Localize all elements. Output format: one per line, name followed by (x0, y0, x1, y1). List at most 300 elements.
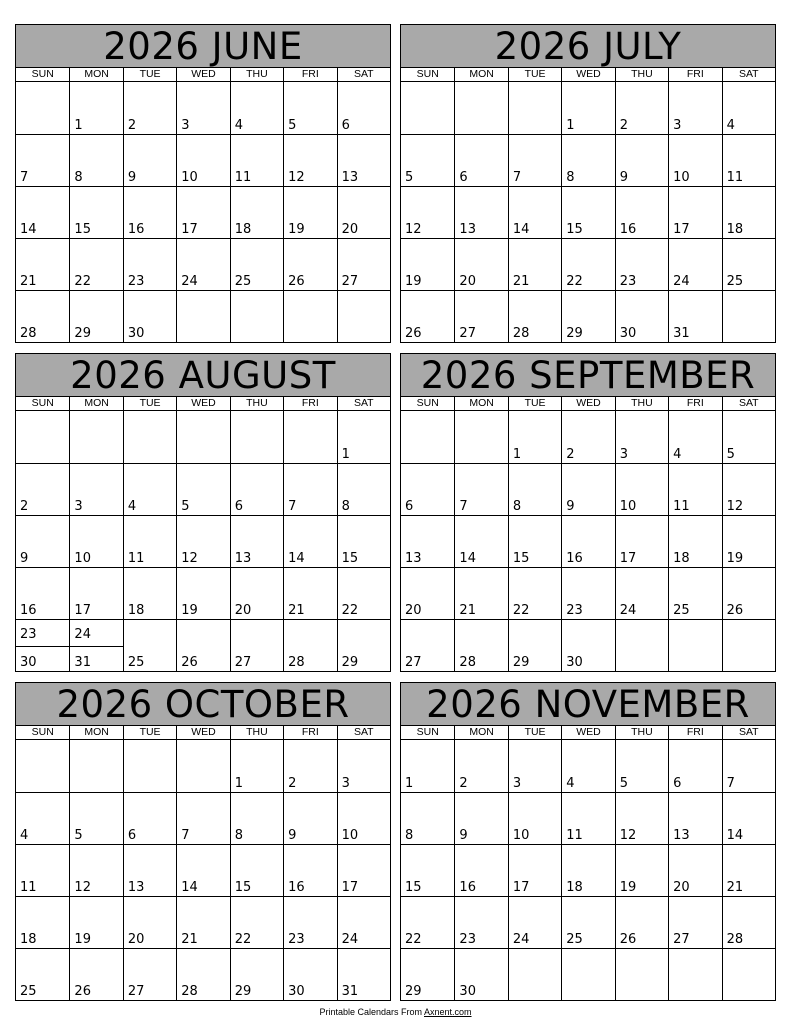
day-cell (337, 948, 390, 1000)
day-number: 16 (288, 880, 305, 895)
day-number: 20 (234, 603, 252, 618)
day-number: 13 (673, 828, 690, 843)
day-number: 28 (459, 655, 476, 670)
weekday-label: TUE (508, 726, 561, 739)
day-cell (561, 134, 614, 186)
day-number: 14 (181, 880, 198, 895)
day-cell (16, 134, 69, 186)
day-number: 9 (619, 170, 628, 185)
day-number: 13 (341, 170, 359, 185)
weekday-label: SAT (722, 726, 775, 739)
month-2026-october (15, 682, 391, 1001)
day-number: 6 (234, 499, 243, 514)
day-cell (69, 463, 122, 515)
day-number: 26 (405, 326, 422, 341)
day-number: 7 (512, 170, 522, 185)
day-number: 27 (673, 932, 690, 947)
day-number: 14 (512, 222, 530, 237)
weekday-label: SUN (416, 68, 439, 80)
footer-link[interactable]: Axnent.com (424, 1007, 472, 1017)
day-cell (508, 186, 561, 238)
empty-day-cell (337, 290, 390, 342)
day-number: 12 (405, 222, 422, 237)
day-cell (230, 792, 283, 844)
day-number: 29 (234, 984, 252, 999)
day-cell (561, 844, 614, 896)
empty-day-cell (401, 82, 454, 134)
day-number: 28 (20, 326, 37, 341)
day-number: 8 (405, 828, 414, 843)
day-number: 21 (512, 274, 530, 289)
day-cell (69, 238, 122, 290)
day-number: 4 (127, 499, 137, 514)
day-cell (16, 515, 69, 567)
day-cell (176, 238, 229, 290)
day-cell (123, 567, 176, 619)
weekday-label: SAT (337, 397, 390, 410)
day-cell (176, 792, 229, 844)
day-cell (454, 844, 507, 896)
day-number: 24 (619, 603, 637, 618)
day-number: 1 (234, 776, 243, 791)
weekday-label: MON (454, 68, 507, 81)
day-cell (69, 567, 122, 619)
day-cell (401, 792, 454, 844)
day-cell (230, 844, 283, 896)
day-cell (401, 740, 454, 792)
day-number: 21 (288, 603, 305, 618)
day-number: 3 (181, 118, 190, 133)
day-cell (123, 619, 176, 671)
day-cell (337, 792, 390, 844)
day-cell (668, 82, 721, 134)
empty-day-cell (176, 290, 229, 342)
day-cell (615, 238, 668, 290)
day-number: 22 (234, 932, 252, 947)
day-number: 3 (341, 776, 350, 791)
day-cell (722, 186, 775, 238)
day-cell (722, 567, 775, 619)
day-cell (508, 515, 561, 567)
empty-day-cell (722, 290, 775, 342)
weekday-label: MON (69, 68, 122, 81)
day-number: 25 (234, 274, 252, 289)
day-cell (615, 463, 668, 515)
day-cell (401, 463, 454, 515)
day-cell (401, 186, 454, 238)
day-number: 3 (512, 776, 522, 791)
day-number: 7 (181, 828, 190, 843)
month-2026-november (400, 682, 776, 1001)
day-cell (283, 896, 336, 948)
day-cell (16, 844, 69, 896)
weekday-header (400, 68, 776, 82)
day-cell (508, 411, 561, 463)
day-number: 14 (288, 551, 305, 566)
day-number: 27 (234, 655, 252, 670)
day-number: 15 (566, 222, 583, 237)
day-number: 20 (127, 932, 145, 947)
weekday-label: SUN (416, 397, 439, 409)
day-cell (561, 290, 614, 342)
day-cell (561, 740, 614, 792)
day-cell (401, 515, 454, 567)
day-cell (337, 896, 390, 948)
day-number: 6 (405, 499, 414, 514)
day-number: 3 (74, 499, 83, 514)
day-number: 28 (288, 655, 305, 670)
month-title: 2026 SEPTEMBER (400, 353, 776, 397)
day-cell (230, 567, 283, 619)
weekday-header (400, 726, 776, 740)
day-cell (230, 896, 283, 948)
day-number: 30 (619, 326, 637, 341)
day-number: 21 (181, 932, 198, 947)
day-number: 5 (619, 776, 628, 791)
day-number: 2 (127, 118, 137, 133)
day-number: 12 (726, 499, 744, 514)
day-number: 1 (512, 447, 522, 462)
weekday-label: THU (230, 726, 283, 739)
day-number: 26 (74, 984, 91, 999)
day-cell (176, 896, 229, 948)
day-number: 23 (459, 932, 476, 947)
weekday-label: SAT (337, 68, 390, 81)
day-cell (454, 948, 507, 1000)
day-number: 28 (181, 984, 198, 999)
day-number: 25 (566, 932, 583, 947)
day-cell (401, 567, 454, 619)
empty-day-cell (283, 290, 336, 342)
day-number: 25 (673, 603, 690, 618)
day-number: 15 (74, 222, 91, 237)
day-number: 15 (234, 880, 252, 895)
day-cell (561, 896, 614, 948)
day-cell (401, 134, 454, 186)
day-number: 19 (726, 551, 744, 566)
day-cell (123, 948, 176, 1000)
day-number: 23 (566, 603, 583, 618)
day-cell (722, 740, 775, 792)
weekday-label: MON (454, 726, 507, 739)
weekday-label: MON (69, 726, 122, 739)
day-cell (176, 567, 229, 619)
day-number: 30 (459, 984, 476, 999)
day-cell (69, 619, 122, 671)
day-cell (230, 740, 283, 792)
day-cell (722, 82, 775, 134)
day-cell (16, 463, 69, 515)
weekday-label: SAT (722, 397, 775, 410)
day-number: 10 (619, 499, 637, 514)
day-cell (69, 515, 122, 567)
day-cell (16, 619, 69, 671)
day-number: 7 (20, 170, 29, 185)
empty-day-cell (123, 740, 176, 792)
day-cell (230, 186, 283, 238)
day-number: 17 (673, 222, 690, 237)
split-divider (16, 646, 69, 647)
weekday-label: SUN (31, 726, 54, 738)
empty-day-cell (176, 740, 229, 792)
day-number: 24 (74, 627, 91, 642)
day-cell (16, 896, 69, 948)
day-cell (722, 463, 775, 515)
day-number: 24 (673, 274, 690, 289)
footer (0, 1007, 791, 1018)
day-cell (454, 896, 507, 948)
day-number: 24 (512, 932, 530, 947)
day-cell (722, 238, 775, 290)
day-number: 17 (74, 603, 91, 618)
day-number: 4 (726, 118, 735, 133)
day-cell (69, 844, 122, 896)
weekday-label: THU (615, 68, 668, 81)
day-cell (722, 515, 775, 567)
day-cell (615, 515, 668, 567)
weekday-label: WED (561, 726, 614, 739)
day-number: 12 (181, 551, 198, 566)
day-number: 7 (459, 499, 468, 514)
day-cell (123, 82, 176, 134)
split-divider (70, 646, 122, 647)
day-cell (615, 290, 668, 342)
day-cell (561, 463, 614, 515)
day-number: 8 (566, 170, 575, 185)
day-cell (123, 134, 176, 186)
day-cell (283, 567, 336, 619)
weekday-label: TUE (123, 68, 176, 81)
day-cell (123, 238, 176, 290)
day-cell (454, 619, 507, 671)
day-cell (401, 844, 454, 896)
empty-day-cell (69, 411, 122, 463)
empty-day-cell (668, 619, 721, 671)
day-number: 9 (566, 499, 575, 514)
day-cell (69, 948, 122, 1000)
day-cell (176, 948, 229, 1000)
day-cell (230, 238, 283, 290)
day-cell (615, 896, 668, 948)
day-cell (508, 463, 561, 515)
day-cell (176, 82, 229, 134)
day-number: 22 (566, 274, 583, 289)
day-cell (668, 290, 721, 342)
weekday-label: SUN (31, 397, 54, 409)
day-number: 12 (619, 828, 637, 843)
day-number: 27 (459, 326, 476, 341)
day-cell (508, 567, 561, 619)
day-number: 31 (341, 984, 359, 999)
day-number: 1 (405, 776, 414, 791)
day-number: 29 (566, 326, 583, 341)
day-cell (337, 186, 390, 238)
day-cell (123, 896, 176, 948)
day-number: 17 (619, 551, 637, 566)
day-number: 13 (405, 551, 422, 566)
day-number: 26 (619, 932, 637, 947)
weekday-label: FRI (283, 726, 336, 739)
day-number: 8 (512, 499, 522, 514)
day-number: 2 (459, 776, 468, 791)
day-cell (668, 463, 721, 515)
day-number: 27 (127, 984, 145, 999)
day-number: 29 (341, 655, 359, 670)
day-number: 12 (74, 880, 91, 895)
weekday-header (15, 68, 391, 82)
day-number: 18 (673, 551, 690, 566)
weekday-label: FRI (668, 397, 721, 410)
footer-text: Printable Calendars From (319, 1007, 424, 1017)
day-number: 7 (726, 776, 735, 791)
day-cell (123, 463, 176, 515)
day-cell (615, 740, 668, 792)
day-grid (400, 82, 776, 343)
day-number: 5 (288, 118, 297, 133)
day-number: 20 (673, 880, 690, 895)
day-number: 2 (566, 447, 575, 462)
day-cell (401, 290, 454, 342)
day-grid (400, 411, 776, 672)
day-number: 16 (127, 222, 145, 237)
day-cell (283, 134, 336, 186)
month-2026-june (15, 24, 391, 343)
weekday-label: WED (561, 68, 614, 81)
day-cell (561, 515, 614, 567)
day-number: 22 (341, 603, 359, 618)
weekday-label: SUN (416, 726, 439, 738)
day-cell (668, 567, 721, 619)
day-number: 21 (726, 880, 744, 895)
day-number: 11 (673, 499, 690, 514)
day-number: 10 (181, 170, 198, 185)
weekday-label: THU (230, 68, 283, 81)
day-cell (337, 411, 390, 463)
day-cell (337, 515, 390, 567)
day-number: 31 (74, 655, 91, 670)
day-number: 6 (459, 170, 468, 185)
day-cell (176, 186, 229, 238)
day-number: 9 (459, 828, 468, 843)
weekday-label: MON (454, 397, 507, 410)
day-number: 15 (512, 551, 530, 566)
day-number: 19 (288, 222, 305, 237)
empty-day-cell (230, 290, 283, 342)
day-cell (401, 619, 454, 671)
day-cell (668, 238, 721, 290)
day-cell (401, 948, 454, 1000)
day-number: 4 (234, 118, 243, 133)
day-number: 26 (288, 274, 305, 289)
day-cell (668, 411, 721, 463)
day-cell (615, 792, 668, 844)
day-cell (123, 515, 176, 567)
day-number: 30 (127, 326, 145, 341)
day-cell (722, 411, 775, 463)
day-cell (615, 567, 668, 619)
day-cell (508, 740, 561, 792)
day-number: 14 (20, 222, 37, 237)
empty-day-cell (16, 82, 69, 134)
day-cell (454, 290, 507, 342)
day-number: 20 (341, 222, 359, 237)
day-grid (15, 740, 391, 1001)
day-number: 22 (512, 603, 530, 618)
day-number: 3 (673, 118, 682, 133)
weekday-label: WED (176, 397, 229, 410)
weekday-label: TUE (508, 68, 561, 81)
day-cell (230, 619, 283, 671)
empty-day-cell (16, 411, 69, 463)
month-2026-august (15, 353, 391, 672)
weekday-label: FRI (283, 397, 336, 410)
day-grid (15, 411, 391, 672)
day-number: 9 (20, 551, 29, 566)
day-number: 11 (127, 551, 145, 566)
day-cell (401, 896, 454, 948)
day-cell (176, 134, 229, 186)
day-number: 16 (459, 880, 476, 895)
day-cell (283, 515, 336, 567)
day-cell (69, 134, 122, 186)
day-number: 20 (459, 274, 476, 289)
empty-day-cell (283, 411, 336, 463)
day-cell (337, 134, 390, 186)
weekday-label: THU (615, 397, 668, 410)
empty-day-cell (668, 948, 721, 1000)
day-number: 11 (234, 170, 252, 185)
weekday-header (15, 397, 391, 411)
day-cell (337, 740, 390, 792)
day-number: 22 (74, 274, 91, 289)
day-number: 18 (566, 880, 583, 895)
day-number: 9 (127, 170, 137, 185)
day-number: 21 (459, 603, 476, 618)
day-number: 15 (405, 880, 422, 895)
day-cell (668, 134, 721, 186)
weekday-label: TUE (123, 726, 176, 739)
day-number: 27 (405, 655, 422, 670)
day-cell (668, 792, 721, 844)
day-cell (668, 896, 721, 948)
empty-day-cell (722, 619, 775, 671)
month-title: 2026 JULY (400, 24, 776, 68)
day-number: 29 (405, 984, 422, 999)
empty-day-cell (176, 411, 229, 463)
day-cell (615, 844, 668, 896)
day-cell (454, 567, 507, 619)
day-number: 7 (288, 499, 297, 514)
day-cell (69, 186, 122, 238)
day-number: 10 (341, 828, 359, 843)
empty-day-cell (508, 82, 561, 134)
day-cell (230, 134, 283, 186)
day-cell (230, 515, 283, 567)
empty-day-cell (401, 411, 454, 463)
day-grid (400, 740, 776, 1001)
day-cell (615, 411, 668, 463)
day-number: 18 (20, 932, 37, 947)
day-number: 15 (341, 551, 359, 566)
empty-day-cell (69, 740, 122, 792)
weekday-label: WED (561, 397, 614, 410)
weekday-label: TUE (123, 397, 176, 410)
day-number: 4 (673, 447, 682, 462)
day-cell (69, 896, 122, 948)
day-cell (16, 948, 69, 1000)
day-cell (668, 844, 721, 896)
month-title: 2026 NOVEMBER (400, 682, 776, 726)
